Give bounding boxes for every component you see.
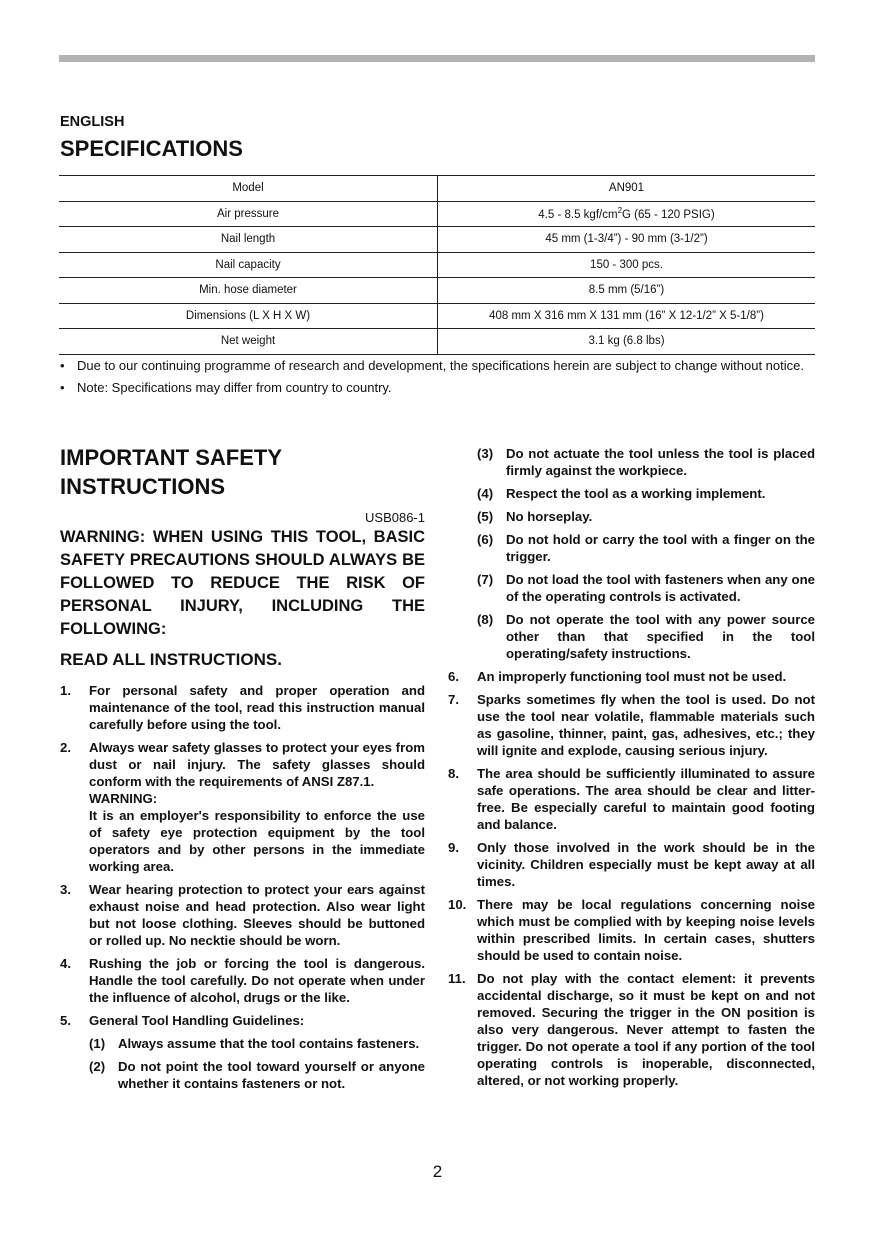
spec-row bbox=[59, 176, 815, 202]
safety-item bbox=[448, 765, 815, 833]
safety-item bbox=[448, 691, 815, 759]
safety-item bbox=[60, 682, 425, 733]
item-text: Do not play with the contact element: it prevents accidental discharge, so it must be kept on and not removed. Securing the trigger in the ON position is also very dangerous. Never attempt to fasten the trigger. Do not operate a tool if any portion of the tool operating controls is inoperable, disconnected, altered, or not working properly. bbox=[477, 971, 815, 1088]
safety-item bbox=[60, 739, 425, 875]
document-code: USB086-1 bbox=[365, 510, 425, 525]
spec-row bbox=[59, 201, 815, 227]
item-text: For personal safety and proper operation and maintenance of the tool, read this instruction manual carefully before using the tool. bbox=[89, 683, 425, 732]
item-number: (5) bbox=[477, 509, 494, 524]
spec-label: Net weight bbox=[59, 329, 438, 355]
note-text: Due to our continuing programme of research and development, the specifications herein are subject to change without notice. bbox=[77, 358, 804, 373]
specifications-table bbox=[59, 175, 815, 355]
item-number: (2) bbox=[89, 1059, 106, 1074]
spec-label: Model bbox=[59, 176, 438, 202]
spec-value: 45 mm (1-3/4”) - 90 mm (3-1/2”) bbox=[438, 227, 816, 253]
item-number: (3) bbox=[477, 446, 494, 461]
item-number: 1. bbox=[60, 683, 71, 698]
item-text: Sparks sometimes fly when the tool is used. Do not use the tool near volatile, flammable materials such as gasoline, thinner, paint, gas, adhesives, etc.; they will ignite and explode, causing serious injury. bbox=[477, 692, 815, 758]
item-number: 4. bbox=[60, 956, 71, 971]
item-text: General Tool Handling Guidelines: bbox=[89, 1013, 305, 1028]
safety-item bbox=[477, 445, 815, 479]
safety-item bbox=[477, 485, 815, 502]
safety-item bbox=[448, 970, 815, 1089]
safety-item bbox=[89, 1058, 425, 1092]
safety-item bbox=[477, 571, 815, 605]
note-item bbox=[60, 380, 815, 397]
spec-value: 150 - 300 pcs. bbox=[438, 252, 816, 278]
spec-label: Dimensions (L X H X W) bbox=[59, 303, 438, 329]
bullet-icon: • bbox=[60, 358, 65, 373]
read-all-instructions: READ ALL INSTRUCTIONS. bbox=[60, 650, 282, 669]
item-number: 6. bbox=[448, 669, 459, 684]
safety-item bbox=[60, 955, 425, 1006]
spec-value: 3.1 kg (6.8 lbs) bbox=[438, 329, 816, 355]
header-rule bbox=[59, 55, 815, 62]
item-warning-label: WARNING: bbox=[89, 791, 158, 806]
spec-value-part: 4.5 - 8.5 kgf/cm bbox=[538, 209, 618, 222]
item-number: (8) bbox=[477, 612, 494, 627]
item-text: Do not actuate the tool unless the tool is placed firmly against the workpiece. bbox=[506, 446, 815, 478]
left-column bbox=[60, 443, 425, 1098]
item-text: Only those involved in the work should be in the vicinity. Children especially must be kept away at all times. bbox=[477, 840, 815, 889]
spec-label: Air pressure bbox=[59, 201, 438, 227]
item-number: 3. bbox=[60, 882, 71, 897]
spec-value-part: G (65 - 120 PSIG) bbox=[622, 209, 715, 222]
item-number: 9. bbox=[448, 840, 459, 855]
item-number: 2. bbox=[60, 740, 71, 755]
spec-row bbox=[59, 303, 815, 329]
item-warning-text: It is an employer's responsibility to enforce the use of safety eye protection equipment by the tool operators and by other persons in the immediate working area. bbox=[89, 808, 425, 874]
item-number: 7. bbox=[448, 692, 459, 707]
safety-item bbox=[477, 531, 815, 565]
spec-row bbox=[59, 252, 815, 278]
spec-label: Min. hose diameter bbox=[59, 278, 438, 304]
safety-item bbox=[448, 896, 815, 964]
spec-value bbox=[438, 201, 816, 227]
item-number: 11. bbox=[448, 971, 466, 986]
bullet-icon: • bbox=[60, 379, 65, 395]
safety-item bbox=[60, 881, 425, 949]
item-text: An improperly functioning tool must not be used. bbox=[477, 669, 787, 684]
note-item bbox=[60, 358, 815, 375]
safety-item bbox=[448, 668, 815, 685]
spec-label: Nail length bbox=[59, 227, 438, 253]
item-number: (4) bbox=[477, 486, 494, 501]
language-label: ENGLISH bbox=[60, 114, 125, 130]
item-text: The area should be sufficiently illuminated to assure safe operations. The area should be clear and litter-free. Be especially careful to maintain good footing and balance. bbox=[477, 766, 815, 832]
spec-value-superscript: 2 bbox=[617, 206, 623, 216]
item-text: Rushing the job or forcing the tool is dangerous. Handle the tool carefully. Do not operate when under the influence of alcohol, drugs or the like. bbox=[89, 956, 425, 1005]
item-text: Always wear safety glasses to protect your eyes from dust or nail injury. The safety glasses should conform with the requirements of ANSI Z87.1. bbox=[89, 740, 425, 789]
specifications-heading: SPECIFICATIONS bbox=[60, 136, 243, 161]
item-number: (1) bbox=[89, 1036, 106, 1051]
spec-value: 8.5 mm (5/16”) bbox=[438, 278, 816, 304]
safety-heading: IMPORTANT SAFETY INSTRUCTIONS bbox=[60, 445, 282, 499]
item-number: (7) bbox=[477, 572, 494, 587]
spec-row bbox=[59, 329, 815, 355]
safety-item bbox=[448, 839, 815, 890]
item-number: 5. bbox=[60, 1013, 71, 1028]
safety-item bbox=[60, 1012, 425, 1029]
item-text: No horseplay. bbox=[506, 509, 593, 524]
general-warning: WARNING: WHEN USING THIS TOOL, BASIC SAFETY PRECAUTIONS SHOULD ALWAYS BE FOLLOWED TO REDUCE THE RISK OF PERSONAL INJURY, INCLUDING THE FOLLOWING: bbox=[60, 528, 425, 638]
spec-row bbox=[59, 227, 815, 253]
item-text: Do not load the tool with fasteners when any one of the operating controls is activated. bbox=[506, 572, 815, 604]
specification-notes bbox=[60, 358, 815, 401]
right-column bbox=[448, 445, 815, 1095]
note-text: Note: Specifications may differ from country to country. bbox=[77, 379, 392, 395]
item-number: 8. bbox=[448, 766, 459, 781]
item-text: Do not hold or carry the tool with a finger on the trigger. bbox=[506, 532, 815, 564]
safety-item bbox=[477, 611, 815, 662]
spec-row bbox=[59, 278, 815, 304]
item-text: Do not operate the tool with any power source other than that specified in the tool operating/safety instructions. bbox=[506, 612, 815, 661]
spec-value: AN901 bbox=[438, 176, 816, 202]
item-text: Do not point the tool toward yourself or anyone whether it contains fasteners or not. bbox=[118, 1059, 425, 1091]
safety-item bbox=[477, 508, 815, 525]
item-text: Respect the tool as a working implement. bbox=[506, 486, 766, 501]
safety-item bbox=[89, 1035, 425, 1052]
item-text: There may be local regulations concerning noise which must be complied with by keeping noise levels within prescribed limits. In certain cases, shutters should be used to contain noise. bbox=[477, 897, 815, 963]
item-number: (6) bbox=[477, 532, 494, 547]
item-number: 10. bbox=[448, 897, 467, 912]
spec-label: Nail capacity bbox=[59, 252, 438, 278]
spec-value: 408 mm X 316 mm X 131 mm (16” X 12-1/2” X 5-1/8”) bbox=[438, 303, 816, 329]
page-number: 2 bbox=[432, 1162, 443, 1181]
item-text: Wear hearing protection to protect your ears against exhaust noise and head protection. Also wear light but not loose clothing. Sleeves should be buttoned or rolled up. No necktie should be worn. bbox=[89, 882, 425, 948]
item-text: Always assume that the tool contains fasteners. bbox=[118, 1036, 420, 1051]
